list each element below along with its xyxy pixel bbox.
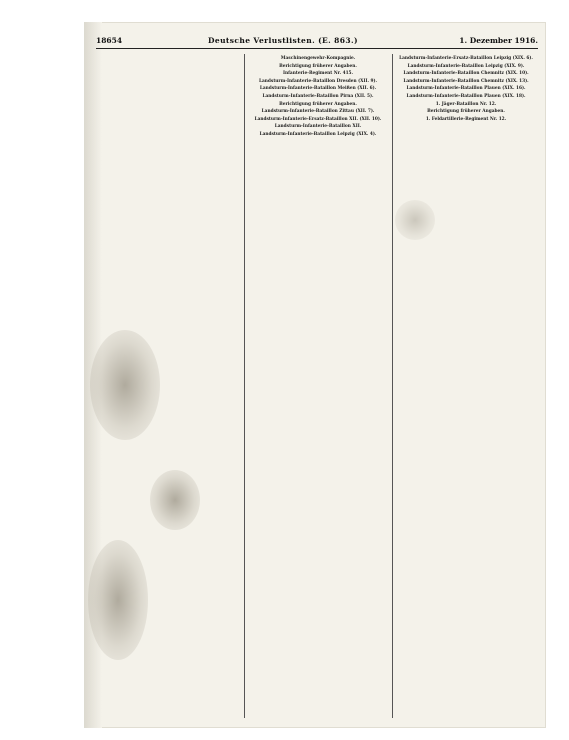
column-divider [392, 54, 393, 718]
section-heading: Landsturm-Infanterie-Bataillon XII. [274, 124, 362, 130]
section-heading: Berichtigung früherer Angaben. [279, 101, 357, 107]
section-heading: Landsturm-Infanterie-Bataillon Chemnitz (XIX. 10). [403, 71, 529, 77]
paper-stain [88, 540, 148, 660]
paper-stain [395, 200, 435, 240]
section-heading: Landsturm-Infanterie-Bataillon Dresden (XII. 9). [258, 78, 378, 84]
text-column-2 [247, 54, 389, 718]
section-heading: Landsturm-Infanterie-Bataillon Meißen (XII. 6). [259, 86, 377, 92]
section-heading: Landsturm-Infanterie-Bataillon Pirna (XII. 5). [262, 93, 374, 99]
section-heading: 1. Feldartillerie-Regiment Nr. 12. [425, 116, 507, 122]
section-heading: Landsturm-Infanterie-Bataillon Plauen (XIX. 18). [406, 93, 526, 99]
column-divider [244, 54, 245, 718]
paper-stain [90, 330, 160, 440]
paper-stain [150, 470, 200, 530]
page-number: 18654 [96, 36, 123, 45]
page-title: Deutsche Verlustlisten. (E. 863.) [208, 36, 358, 45]
section-heading: 1. Jäger-Bataillon Nr. 12. [435, 101, 497, 107]
text-column-3 [395, 54, 537, 718]
header-rule [96, 48, 538, 49]
section-heading: Landsturm-Infanterie-Bataillon Leipzig (XIX. 9). [407, 63, 525, 69]
section-heading: Maschinengewehr-Kompagnie. [280, 56, 356, 61]
section-heading: Landsturm-Infanterie-Bataillon Chemnitz (XIX. 13). [403, 78, 529, 84]
page-date: 1. Dezember 1916. [459, 36, 538, 45]
page-header [96, 36, 538, 48]
section-heading: Landsturm-Infanterie-Bataillon Leipzig (XIX. 4). [259, 131, 377, 137]
section-heading: Landsturm-Infanterie-Bataillon Plauen (XIX. 16). [406, 86, 526, 92]
section-heading: Landsturm-Infanterie-Ersatz-Bataillon XII. (XII. 10). [254, 116, 382, 122]
section-heading: Infanterie-Regiment Nr. 415. [282, 71, 354, 77]
section-heading: Landsturm-Infanterie-Bataillon Zittau (XII. 7). [261, 109, 375, 115]
section-heading: Berichtigung früherer Angaben. [279, 63, 357, 69]
section-heading: Landsturm-Infanterie-Ersatz-Bataillon Leipzig (XIX. 6). [399, 56, 533, 61]
section-heading: Berichtigung früherer Angaben. [427, 109, 505, 115]
